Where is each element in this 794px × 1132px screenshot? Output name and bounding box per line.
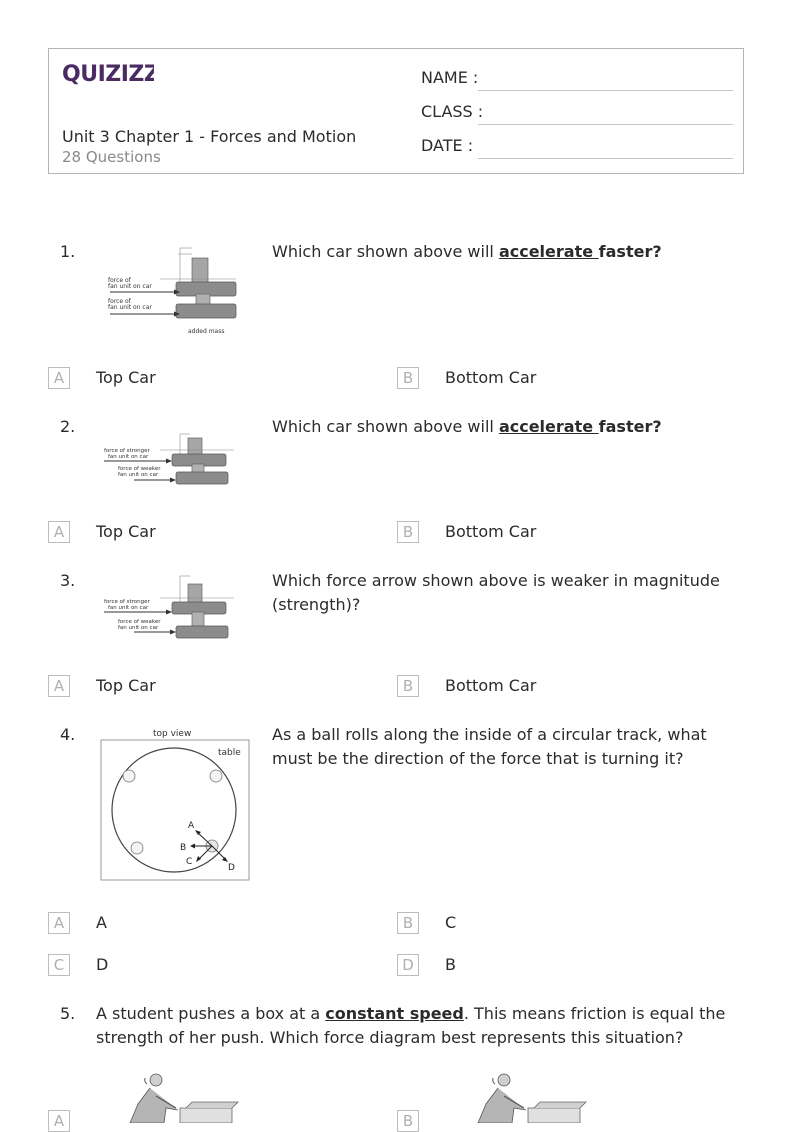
svg-text:force of: force of: [108, 298, 131, 305]
svg-text:fan unit on car: fan unit on car: [108, 605, 149, 611]
svg-text:fan unit on car: fan unit on car: [108, 454, 149, 460]
svg-text:C: C: [186, 857, 193, 867]
svg-text:force of: force of: [108, 277, 131, 284]
q4-option-b-letter[interactable]: B: [397, 912, 419, 934]
q5-option-b-letter[interactable]: B: [397, 1110, 419, 1132]
q2-option-b-letter[interactable]: B: [397, 521, 419, 543]
svg-text:top view: top view: [153, 729, 192, 739]
q3-option-a-letter[interactable]: A: [48, 675, 70, 697]
question-3-number: 3.: [60, 571, 76, 590]
svg-text:added mass: added mass: [188, 328, 225, 335]
q5-option-b-image: [468, 1072, 588, 1127]
name-line[interactable]: [478, 90, 733, 91]
date-field[interactable]: [421, 136, 733, 160]
svg-text:QUIZIZZ: QUIZIZZ: [62, 62, 154, 87]
q3-option-b-letter[interactable]: B: [397, 675, 419, 697]
q4-option-b-text[interactable]: C: [445, 913, 457, 932]
svg-text:B: B: [180, 843, 187, 853]
svg-text:fan unit on car: fan unit on car: [118, 472, 159, 478]
q2-option-a-letter[interactable]: A: [48, 521, 70, 543]
name-field[interactable]: [421, 68, 733, 92]
question-4-text: As a ball rolls along the inside of a circular track, what must be the direction of the force that is turning it?: [272, 725, 707, 768]
q5-option-a-letter[interactable]: A: [48, 1110, 70, 1132]
class-field[interactable]: [421, 102, 733, 126]
q4-option-d-text[interactable]: B: [445, 955, 456, 974]
name-label: NAME :: [421, 68, 479, 87]
question-2-number: 2.: [60, 417, 76, 436]
q1-option-a-letter[interactable]: A: [48, 367, 70, 389]
svg-text:table: table: [218, 748, 241, 758]
q1-option-a-text[interactable]: Top Car: [96, 368, 156, 387]
q4-option-d-letter[interactable]: D: [397, 954, 419, 976]
class-line[interactable]: [478, 124, 733, 125]
q4-option-c-letter[interactable]: C: [48, 954, 70, 976]
q4-option-c-text[interactable]: D: [96, 955, 109, 974]
question-2-figure: [100, 430, 240, 494]
svg-text:fan unit on car: fan unit on car: [108, 304, 152, 311]
question-4-figure: [100, 724, 252, 888]
question-3-figure: [100, 572, 240, 648]
question-3-text: Which force arrow shown above is weaker in magnitude (strength)?: [272, 571, 720, 614]
worksheet-title: Unit 3 Chapter 1 - Forces and Motion: [62, 127, 357, 146]
date-label: DATE :: [421, 136, 474, 155]
question-count: 28 Questions: [62, 148, 161, 166]
question-2-text: Which car shown above will accelerate faster?: [272, 417, 662, 436]
question-1-figure: [100, 242, 250, 342]
q4-option-a-text[interactable]: A: [96, 913, 107, 932]
svg-text:force of stronger: force of stronger: [104, 448, 150, 454]
svg-text:force of weaker: force of weaker: [118, 619, 161, 625]
quizizz-logo: [62, 59, 154, 91]
q1-option-b-text[interactable]: Bottom Car: [445, 368, 537, 387]
question-5-number: 5.: [60, 1004, 76, 1023]
q5-option-a-image: [120, 1072, 240, 1127]
worksheet-header: [48, 48, 744, 174]
svg-text:fan unit on car: fan unit on car: [108, 283, 152, 290]
question-1-text: Which car shown above will accelerate faster?: [272, 242, 662, 261]
q1-option-b-letter[interactable]: B: [397, 367, 419, 389]
svg-text:force of weaker: force of weaker: [118, 466, 161, 472]
q4-option-a-letter[interactable]: A: [48, 912, 70, 934]
question-5-text: A student pushes a box at a constant speed. This means friction is equal the strength of her push. Which force diagram best represents this situation?: [96, 1004, 726, 1047]
svg-text:force of stronger: force of stronger: [104, 599, 150, 605]
q2-option-a-text[interactable]: Top Car: [96, 522, 156, 541]
question-4-number: 4.: [60, 725, 76, 744]
q3-option-a-text[interactable]: Top Car: [96, 676, 156, 695]
question-1-number: 1.: [60, 242, 76, 261]
class-label: CLASS :: [421, 102, 484, 121]
svg-text:A: A: [188, 821, 195, 831]
svg-text:fan unit on car: fan unit on car: [118, 625, 159, 631]
svg-text:D: D: [228, 863, 235, 873]
date-line[interactable]: [478, 158, 733, 159]
q3-option-b-text[interactable]: Bottom Car: [445, 676, 537, 695]
q2-option-b-text[interactable]: Bottom Car: [445, 522, 537, 541]
